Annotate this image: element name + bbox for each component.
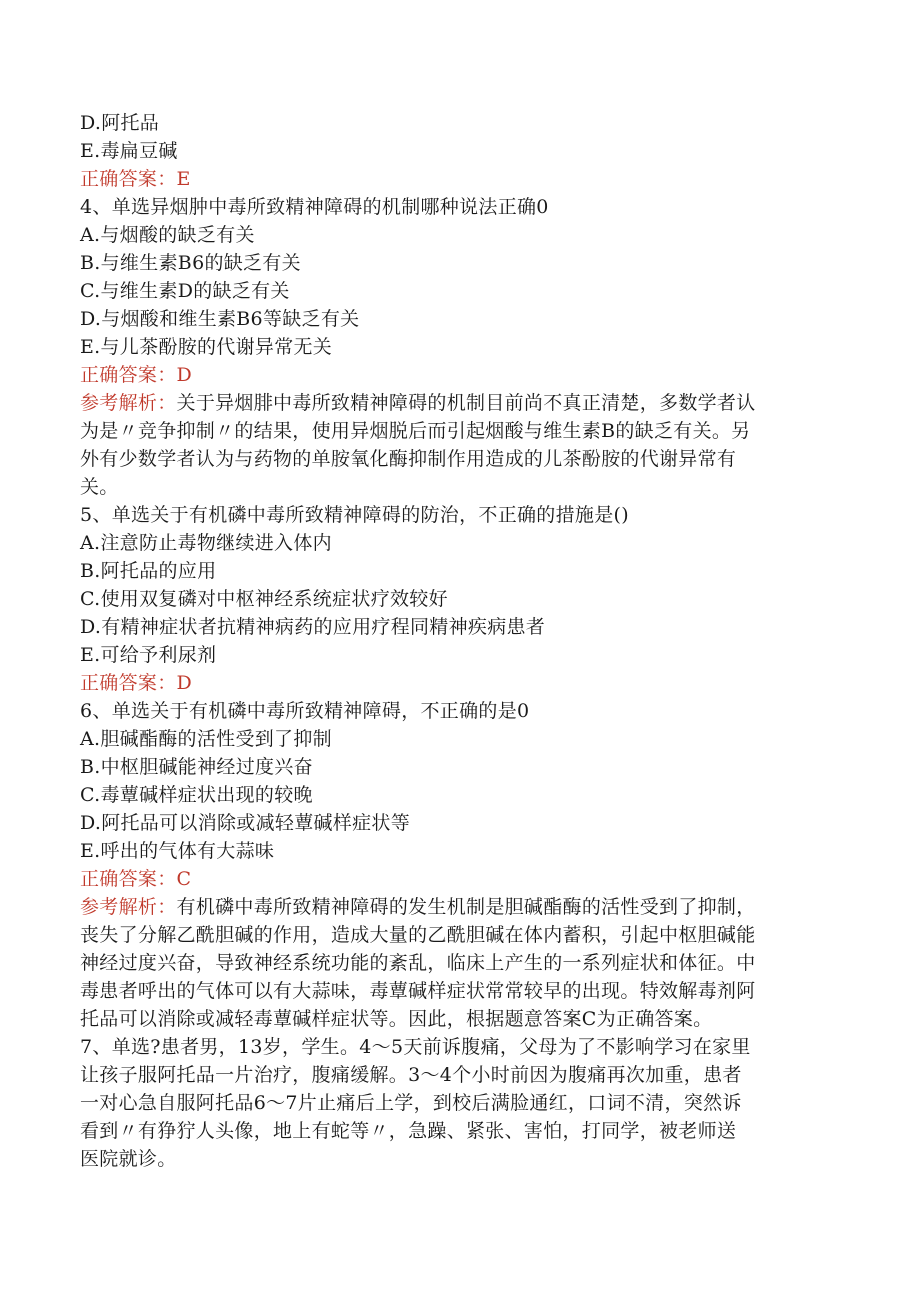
q4-explanation-label: 参考解析： xyxy=(80,392,177,414)
q5-answer: 正确答案：D xyxy=(80,672,193,694)
q4-option-a: A.与烟酸的缺乏有关 xyxy=(80,224,255,246)
q7-stem-line-5: 医院就诊。 xyxy=(80,1148,177,1170)
q5-option-d: D.有精神症状者抗精神病药的应用疗程同精神疾病患者 xyxy=(80,616,546,638)
q6-explanation-line-1 xyxy=(80,893,860,921)
q4-explanation-text-1: 关于异烟腓中毒所致精神障碍的机制目前尚不真正清楚，多数学者认 xyxy=(176,392,756,414)
q6-option-b: B.中枢胆碱能神经过度兴奋 xyxy=(80,756,313,778)
q5-option-c: C.使用双复磷对中枢神经系统症状疗效较好 xyxy=(80,588,448,610)
q6-option-c: C.毒蕈碱样症状出现的较晚 xyxy=(80,784,313,806)
q4-explanation-line-2: 为是〃竞争抑制〃的结果，使用异烟脱后而引起烟酸与维生素B的缺乏有关。另 xyxy=(80,420,751,442)
q6-option-d: D.阿托品可以消除或减轻蕈碱样症状等 xyxy=(80,812,410,834)
q4-answer: 正确答案：D xyxy=(80,364,193,386)
q6-explanation-line-3: 神经过度兴奋，导致神经系统功能的紊乱，临床上产生的一系列症状和体征。中 xyxy=(80,952,756,974)
q3-option-e: E.毒扁豆碱 xyxy=(80,140,178,162)
q7-stem-line-2: 让孩子服阿托品一片治疗，腹痛缓解。3～4个小时前因为腹痛再次加重，患者 xyxy=(80,1064,742,1086)
q6-option-e: E.呼出的气体有大蒜味 xyxy=(80,840,275,862)
q6-explanation-text-1: 有机磷中毒所致精神障碍的发生机制是胆碱酯酶的活性受到了抑制， xyxy=(176,896,756,918)
q4-explanation-line-1 xyxy=(80,389,860,417)
q4-option-e: E.与儿茶酚胺的代谢异常无关 xyxy=(80,336,333,358)
q6-explanation-line-2: 丧失了分解乙酰胆碱的作用，造成大量的乙酰胆碱在体内蓄积，引起中枢胆碱能 xyxy=(80,924,756,946)
q4-stem: 4、单选异烟肿中毒所致精神障碍的机制哪种说法正确0 xyxy=(80,196,549,218)
q6-stem: 6、单选关于有机磷中毒所致精神障碍，不正确的是0 xyxy=(80,700,530,722)
q3-answer: 正确答案：E xyxy=(80,168,191,190)
q6-explanation-line-5: 托品可以消除或减轻毒蕈碱样症状等。因此，根据题意答案C为正确答案。 xyxy=(80,1008,713,1030)
document-content xyxy=(80,109,860,1173)
q4-option-d: D.与烟酸和维生素B6等缺乏有关 xyxy=(80,308,360,330)
q5-option-e: E.可给予利尿剂 xyxy=(80,644,217,666)
q7-stem-line-1: 7、单选?患者男，13岁，学生。4～5天前诉腹痛，父母为了不影响学习在家里 xyxy=(80,1036,751,1058)
q5-option-b: B.阿托品的应用 xyxy=(80,560,217,582)
q7-stem-line-3: 一对心急自服阿托品6～7片止痛后上学，到校后满脸通红，口词不清，突然诉 xyxy=(80,1092,742,1114)
q7-stem-line-4: 看到〃有狰狞人头像，地上有蛇等〃，急躁、紧张、害怕，打同学，被老师送 xyxy=(80,1120,737,1142)
q5-stem: 5、单选关于有机磷中毒所致精神障碍的防治，不正确的措施是() xyxy=(80,504,629,526)
q6-option-a: A.胆碱酯酶的活性受到了抑制 xyxy=(80,728,332,750)
q4-option-c: C.与维生素D的缺乏有关 xyxy=(80,280,290,302)
q3-option-d: D.阿托品 xyxy=(80,112,160,134)
q4-explanation-line-3: 外有少数学者认为与药物的单胺氧化酶抑制作用造成的儿茶酚胺的代谢异常有 xyxy=(80,448,737,470)
q6-answer: 正确答案：C xyxy=(80,868,192,890)
q6-explanation-line-4: 毒患者呼出的气体可以有大蒜味，毒蕈碱样症状常常较早的出现。特效解毒剂阿 xyxy=(80,980,756,1002)
q4-explanation-line-4: 关。 xyxy=(80,476,119,498)
q6-explanation-label: 参考解析： xyxy=(80,896,177,918)
q4-option-b: B.与维生素B6的缺乏有关 xyxy=(80,252,301,274)
q5-option-a: A.注意防止毒物继续进入体内 xyxy=(80,532,332,554)
